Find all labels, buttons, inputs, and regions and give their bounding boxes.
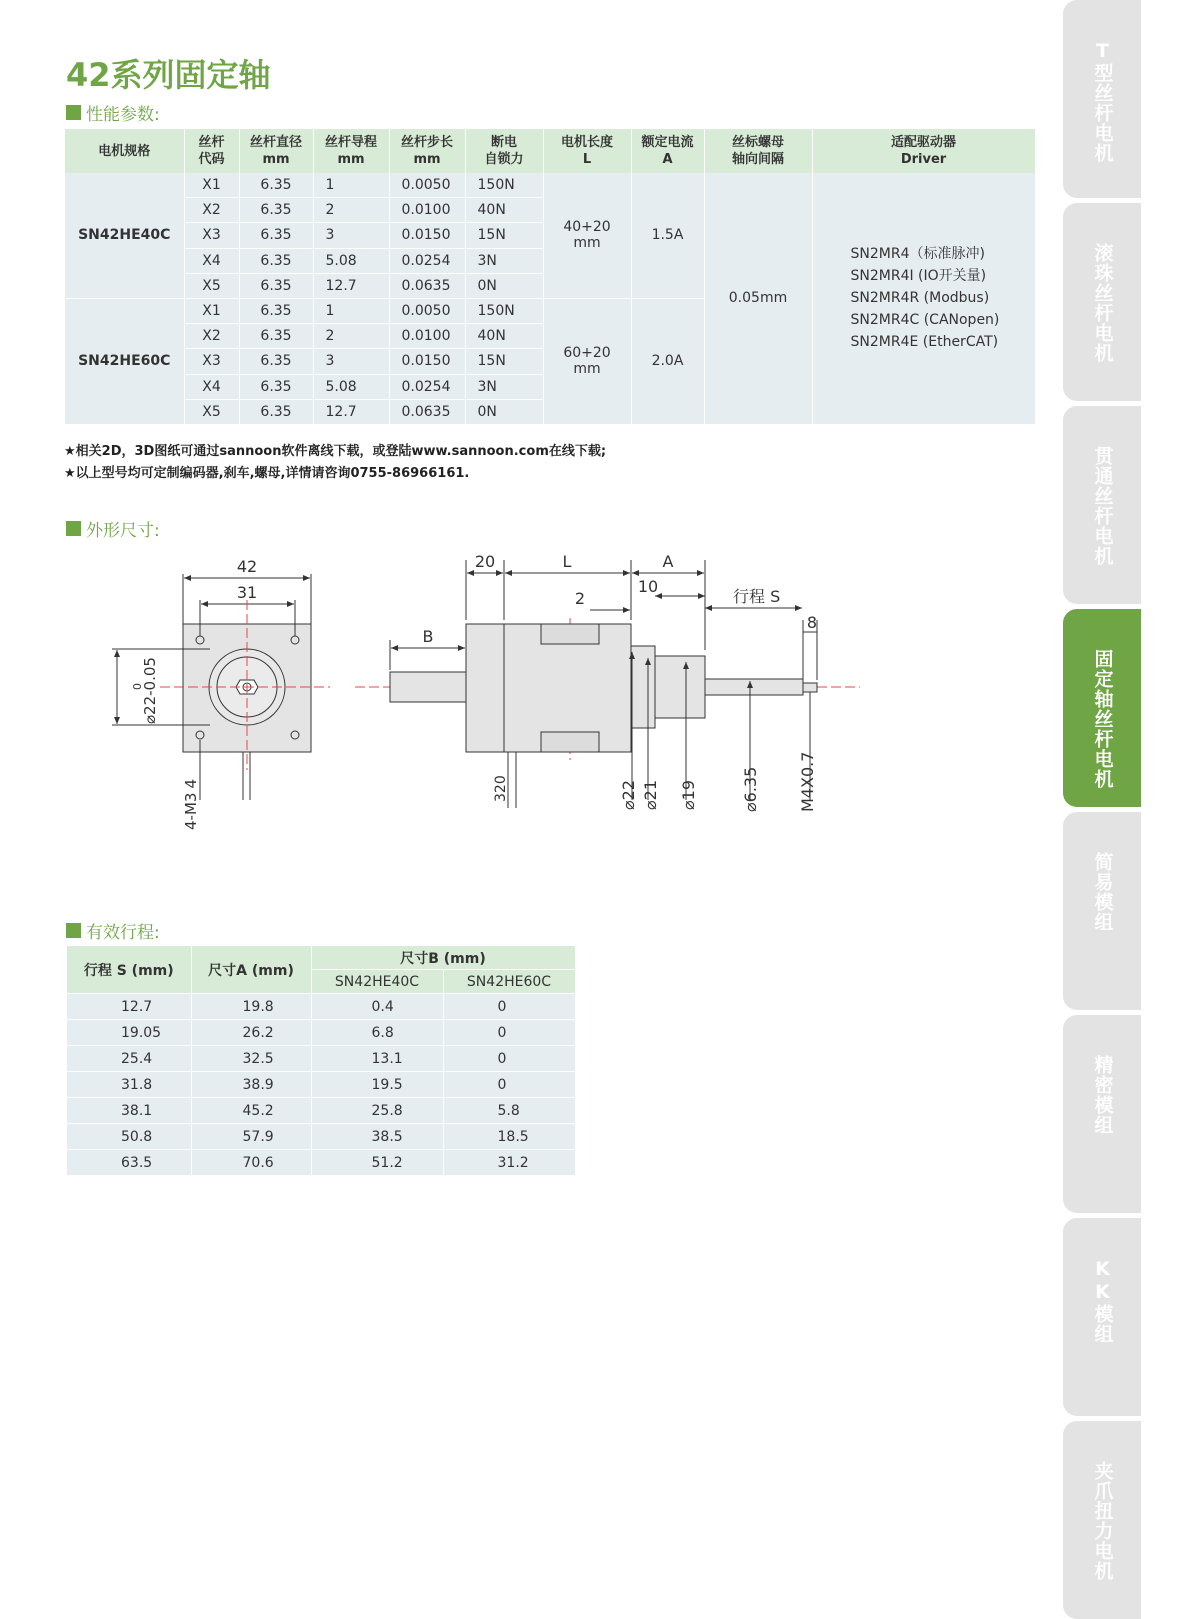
data-cell: 6.35	[239, 223, 313, 248]
data-cell: 150N	[465, 298, 543, 323]
section-marker	[66, 105, 81, 120]
data-cell: 5.08	[313, 248, 389, 273]
data-cell: 0.0635	[389, 399, 465, 424]
side-tab-label: 贯通丝杆电机	[1091, 446, 1114, 566]
nut-housing	[655, 656, 705, 718]
length-cell	[543, 298, 631, 424]
table-row	[67, 1150, 575, 1176]
data-cell: 3	[313, 223, 389, 248]
header-text: mm	[413, 152, 441, 167]
data-cell: X4	[184, 248, 239, 273]
data-cell: 3N	[465, 248, 543, 273]
data-cell: 5.08	[313, 374, 389, 399]
dim-8: 8	[806, 613, 818, 632]
length-text: 60+20	[563, 345, 611, 362]
data-cell: 3	[313, 349, 389, 374]
current-cell: 2.0A	[631, 298, 704, 424]
data-cell: 40N	[465, 324, 543, 349]
data-cell: 1	[313, 173, 389, 198]
data-cell: 6.35	[239, 349, 313, 374]
data-cell: X1	[184, 298, 239, 323]
header-text: 额定电流	[641, 135, 694, 150]
data-cell: X3	[184, 349, 239, 374]
dim-2: 2	[574, 589, 586, 608]
rear-shaft	[390, 672, 466, 702]
header-model-40c: SN42HE40C	[311, 970, 443, 994]
travel-cell: 32.5	[191, 1046, 311, 1072]
table-row	[67, 994, 575, 1020]
dim-42: 42	[236, 557, 258, 576]
data-cell: 6.35	[239, 399, 313, 424]
table-row	[67, 1046, 575, 1072]
travel-cell: 63.5	[67, 1150, 191, 1176]
header-text: 自锁力	[484, 152, 524, 167]
header-text: 电机规格	[98, 143, 151, 159]
data-cell: 15N	[465, 223, 543, 248]
model-cell: SN42HE40C	[65, 173, 184, 298]
travel-cell: 50.8	[67, 1124, 191, 1150]
notes	[64, 441, 606, 485]
rear-cap	[466, 624, 504, 752]
side-tab-0[interactable]	[1063, 0, 1141, 198]
table-row	[65, 173, 1035, 198]
side-tab-label: T型丝杆电机	[1091, 40, 1114, 163]
data-cell: X1	[184, 173, 239, 198]
data-cell: 6.35	[239, 324, 313, 349]
data-cell: 0N	[465, 273, 543, 298]
travel-cell: 18.5	[443, 1124, 575, 1150]
data-cell: X2	[184, 324, 239, 349]
travel-cell: 70.6	[191, 1150, 311, 1176]
section-label: 性能参数:	[86, 105, 160, 125]
table-row	[67, 1020, 575, 1046]
header-col-7	[631, 129, 704, 173]
data-cell: 0.0254	[389, 248, 465, 273]
note-2: ★以上型号均可定制编码器,刹车,螺母,详情请咨询0755-86966161.	[64, 466, 470, 481]
section-marker	[66, 923, 81, 938]
header-col-9	[812, 129, 1035, 173]
driver-item: SN2MR4I (IO开关量)	[850, 268, 987, 285]
thread-spec: M4X0.7	[798, 751, 817, 812]
travel-cell: 38.9	[191, 1072, 311, 1098]
dim-stroke: 行程 S	[733, 587, 781, 606]
data-cell: 0N	[465, 399, 543, 424]
lead-length: 320	[493, 775, 509, 802]
data-cell: 2	[313, 198, 389, 223]
data-cell: X4	[184, 374, 239, 399]
section-marker	[66, 521, 81, 536]
side-tab-5[interactable]	[1063, 1015, 1141, 1213]
side-tab-label: KK模组	[1091, 1258, 1114, 1344]
dim-L: L	[562, 552, 572, 571]
header-text: 丝杆导程	[324, 135, 377, 150]
travel-cell: 0	[443, 1020, 575, 1046]
driver-item: SN2MR4R (Modbus)	[850, 290, 990, 307]
flange	[631, 646, 655, 728]
side-tab-6[interactable]	[1063, 1218, 1141, 1416]
data-cell: 0.0150	[389, 223, 465, 248]
header-text: 适配驱动器	[890, 135, 956, 150]
header-col-1	[184, 129, 239, 173]
data-cell: 0.0050	[389, 173, 465, 198]
screw-label: 4-M3	[182, 792, 200, 830]
table-row	[67, 1124, 575, 1150]
travel-cell: 38.5	[311, 1124, 443, 1150]
travel-cell: 0	[443, 994, 575, 1020]
section-label: 有效行程:	[86, 923, 160, 943]
driver-item: SN2MR4E (EtherCAT)	[850, 334, 999, 351]
header-text: 丝标螺母	[731, 135, 784, 150]
data-cell: 6.35	[239, 374, 313, 399]
travel-cell: 25.4	[67, 1046, 191, 1072]
data-cell: X5	[184, 399, 239, 424]
length-text: 40+20	[563, 219, 611, 236]
travel-cell: 0.4	[311, 994, 443, 1020]
data-cell: 6.35	[239, 173, 313, 198]
header-text: 丝杆直径	[249, 135, 302, 150]
header-text: A	[662, 152, 673, 167]
driver-cell	[812, 173, 1035, 424]
section-travel	[66, 918, 160, 943]
header-col-3	[313, 129, 389, 173]
dim-22-tolerance: 0	[131, 683, 144, 690]
travel-cell: 0	[443, 1072, 575, 1098]
header-col-0	[65, 129, 184, 173]
model-cell: SN42HE60C	[65, 298, 184, 424]
dim-31: 31	[236, 583, 258, 602]
header-model-60c: SN42HE60C	[443, 970, 575, 994]
header-col-8	[704, 129, 812, 173]
header-stroke: 行程 S (mm)	[67, 946, 191, 994]
dim-22-value: 22-0.05	[141, 657, 159, 715]
data-cell: 6.35	[239, 273, 313, 298]
data-cell: X3	[184, 223, 239, 248]
header-col-2	[239, 129, 313, 173]
header-text: 断电	[490, 135, 517, 150]
nut-gap-cell: 0.05mm	[704, 173, 812, 424]
section-label: 外形尺寸:	[86, 521, 160, 541]
data-cell: 12.7	[313, 273, 389, 298]
note-1: ★相关2D，3D图纸可通过sannoon软件离线下载，或登陆www.sannoon.com在线下载;	[64, 444, 607, 459]
data-cell: 0.0100	[389, 324, 465, 349]
section-performance	[66, 100, 160, 125]
length-cell	[543, 173, 631, 298]
data-cell: 0.0635	[389, 273, 465, 298]
dimension-drawing	[0, 540, 900, 840]
driver-item: SN2MR4（标准脉冲)	[850, 246, 985, 263]
data-cell: 0.0150	[389, 349, 465, 374]
dia-21: ⌀21	[641, 780, 660, 810]
data-cell: 6.35	[239, 298, 313, 323]
travel-cell: 45.2	[191, 1098, 311, 1124]
header-size-a: 尺寸A (mm)	[191, 946, 311, 994]
side-tab-3[interactable]	[1063, 609, 1141, 807]
data-cell: 0.0050	[389, 298, 465, 323]
screw-depth: 4	[182, 779, 200, 789]
travel-cell: 57.9	[191, 1124, 311, 1150]
side-tab-label: 滚珠丝杆电机	[1091, 243, 1114, 363]
header-col-4	[389, 129, 465, 173]
travel-cell: 25.8	[311, 1098, 443, 1124]
header-col-6	[543, 129, 631, 173]
screw-spec	[182, 779, 200, 830]
travel-cell: 0	[443, 1046, 575, 1072]
section-dimensions	[66, 516, 160, 541]
travel-cell: 26.2	[191, 1020, 311, 1046]
data-cell: 150N	[465, 173, 543, 198]
dim-20: 20	[474, 552, 496, 571]
driver-item: SN2MR4C (CANopen)	[850, 312, 1000, 329]
side-tab-label: 精密模组	[1091, 1055, 1114, 1135]
travel-cell: 13.1	[311, 1046, 443, 1072]
dim-10: 10	[637, 577, 659, 596]
side-tab-label: 夹爪扭力电机	[1091, 1461, 1114, 1581]
header-size-b: 尺寸B (mm)	[311, 946, 575, 970]
data-cell: 6.35	[239, 248, 313, 273]
header-text: Driver	[900, 152, 947, 167]
side-tab-7[interactable]	[1063, 1421, 1141, 1619]
length-text: mm	[573, 361, 601, 378]
data-cell: 0.0100	[389, 198, 465, 223]
performance-table	[65, 129, 1036, 425]
screw-tip	[803, 683, 817, 692]
dia-22: ⌀22	[619, 780, 638, 810]
dim-A: A	[662, 552, 674, 571]
side-tab-label: 简易模组	[1091, 852, 1114, 932]
header-text: mm	[262, 152, 290, 167]
travel-cell: 31.2	[443, 1150, 575, 1176]
data-cell: 3N	[465, 374, 543, 399]
dia-19: ⌀19	[679, 780, 698, 810]
length-text: mm	[573, 235, 601, 252]
data-cell: X5	[184, 273, 239, 298]
header-text: 丝杆步长	[400, 135, 453, 150]
side-nav	[1063, 0, 1141, 1616]
dia-6-35: ⌀6.35	[741, 766, 760, 812]
data-cell: X2	[184, 198, 239, 223]
data-cell: 12.7	[313, 399, 389, 424]
data-cell: 1	[313, 298, 389, 323]
data-cell: 6.35	[239, 198, 313, 223]
header-text: 代码	[198, 152, 225, 167]
header-col-5	[465, 129, 543, 173]
travel-cell: 38.1	[67, 1098, 191, 1124]
dim-B: B	[422, 627, 434, 646]
header-text: L	[582, 152, 592, 167]
table-row	[67, 1098, 575, 1124]
travel-cell: 31.8	[67, 1072, 191, 1098]
phi-symbol: ⌀	[141, 714, 159, 724]
header-text: 轴向间隔	[731, 152, 784, 167]
data-cell: 15N	[465, 349, 543, 374]
page-title: 42系列固定轴	[66, 56, 271, 94]
current-cell: 1.5A	[631, 173, 704, 298]
side-tab-2[interactable]	[1063, 406, 1141, 604]
side-tab-1[interactable]	[1063, 203, 1141, 401]
travel-cell: 19.05	[67, 1020, 191, 1046]
travel-cell: 5.8	[443, 1098, 575, 1124]
data-cell: 0.0254	[389, 374, 465, 399]
side-tab-label: 固定轴丝杆电机	[1091, 649, 1114, 789]
travel-cell: 12.7	[67, 994, 191, 1020]
travel-cell: 19.8	[191, 994, 311, 1020]
lead-screw	[705, 679, 803, 695]
header-text: 丝杆	[198, 135, 225, 150]
data-cell: 40N	[465, 198, 543, 223]
table-row	[67, 1072, 575, 1098]
data-cell: 2	[313, 324, 389, 349]
header-text: mm	[337, 152, 365, 167]
travel-cell: 19.5	[311, 1072, 443, 1098]
side-tab-4[interactable]	[1063, 812, 1141, 1010]
travel-cell: 51.2	[311, 1150, 443, 1176]
header-text: 电机长度	[560, 135, 613, 150]
travel-cell: 6.8	[311, 1020, 443, 1046]
travel-table	[67, 946, 576, 1176]
